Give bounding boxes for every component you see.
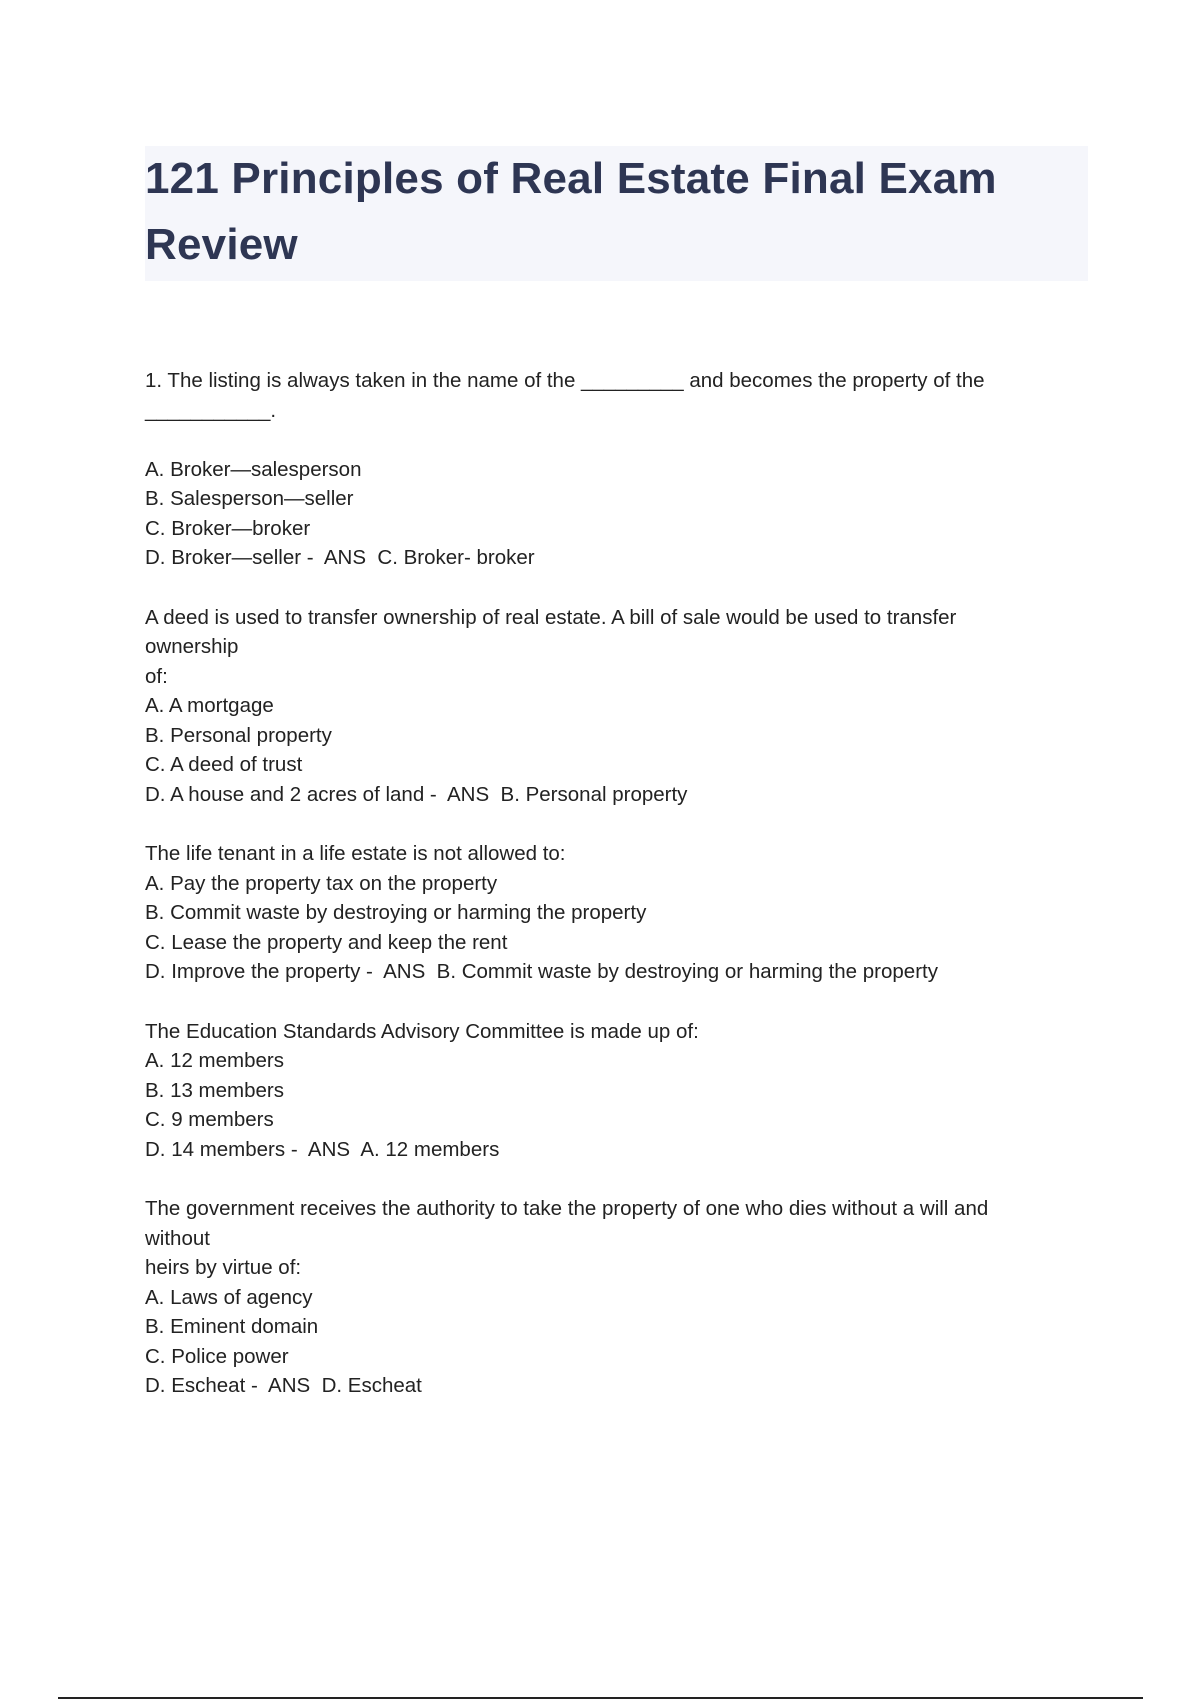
question-5-stem-line-1: The government receives the authority to take the property of one who dies without a will and [145,1197,989,1220]
question-5 [145,1194,1065,1401]
question-1-spacer [145,425,1065,455]
question-3 [145,839,1065,987]
question-5-option-d-answer: D. Escheat - ANS D. Escheat [145,1374,422,1397]
question-1-option-d-answer: D. Broker—seller - ANS C. Broker- broker [145,546,535,569]
question-2-stem-line-1: A deed is used to transfer ownership of real estate. A bill of sale would be used to transfer [145,605,957,629]
question-3-option-d-answer: D. Improve the property - ANS B. Commit waste by destroying or harming the property [145,960,938,983]
question-4-option-d-answer: D. 14 members - ANS A. 12 members [145,1137,500,1161]
question-5-stem-line-2: without [145,1226,210,1250]
footer-divider [58,1697,1143,1699]
question-3-option-b: B. Commit waste by destroying or harming the property [145,901,647,924]
question-4-option-a: A. 12 members [145,1049,284,1072]
question-4 [145,1017,1065,1165]
question-2-option-b: B. Personal property [145,723,332,747]
question-3-stem-line-1: The life tenant in a life estate is not allowed to: [145,842,566,865]
question-4-option-b: B. 13 members [145,1078,284,1102]
document-title-line-2: Review [145,220,298,269]
question-1 [145,366,1065,573]
document-title [145,146,1088,278]
question-3-option-c: C. Lease the property and keep the rent [145,930,508,954]
question-5-option-a: A. Laws of agency [145,1285,313,1309]
question-2-stem-line-2: ownership [145,635,239,658]
question-list [145,366,1065,1431]
question-2-option-d-answer: D. A house and 2 acres of land - ANS B. Personal property [145,782,688,806]
question-5-stem-line-3: heirs by virtue of: [145,1256,302,1279]
title-banner [145,146,1088,281]
question-4-option-c: C. 9 members [145,1108,274,1131]
question-2-option-c: C. A deed of trust [145,753,303,776]
question-2 [145,603,1065,810]
question-3-option-a: A. Pay the property tax on the property [145,871,498,895]
question-1-stem-line-2: ___________. [145,398,277,422]
question-2-stem-line-3: of: [145,664,168,688]
question-1-option-c: C. Broker—broker [145,516,311,540]
question-5-option-c: C. Police power [145,1344,289,1368]
document-title-line-1: 121 Principles of Real Estate Final Exam [145,154,997,203]
question-5-option-b: B. Eminent domain [145,1315,319,1338]
question-1-option-a: A. Broker—salesperson [145,457,362,481]
question-1-option-b: B. Salesperson—seller [145,487,354,510]
question-2-option-a: A. A mortgage [145,694,274,717]
question-1-stem-line-1: 1. The listing is always taken in the name of the _________ and becomes the property of the [145,369,985,392]
question-4-stem-line-1: The Education Standards Advisory Committee is made up of: [145,1019,699,1043]
